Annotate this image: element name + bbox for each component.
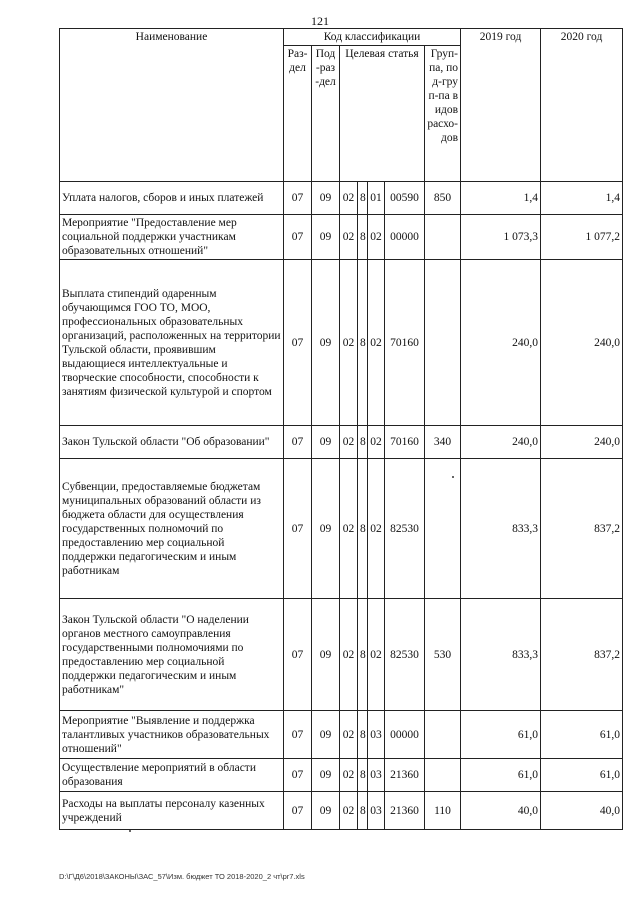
cell-d: 21360: [385, 792, 425, 830]
cell-b: 8: [358, 260, 368, 426]
header-code-group: Код классификации: [284, 29, 461, 46]
cell-c: 01: [368, 182, 385, 215]
cell-vr: 850: [425, 182, 461, 215]
header-2020: 2020 год: [541, 29, 623, 182]
cell-a: 02: [340, 711, 358, 759]
cell-rz: 07: [284, 459, 312, 599]
cell-d: 70160: [385, 426, 425, 459]
cell-name: Закон Тульской области "О наделении органов местного самоуправления государственными полномочиями по предоставлению мер социальной поддержки педагогическим и иным работникам": [60, 599, 284, 711]
table-row: [60, 215, 623, 260]
cell-v2019: 240,0: [461, 260, 541, 426]
cell-c: 02: [368, 599, 385, 711]
cell-name: Уплата налогов, сборов и иных платежей: [60, 182, 284, 215]
scan-speck: [452, 476, 454, 478]
cell-v2019: 1,4: [461, 182, 541, 215]
cell-c: 02: [368, 426, 385, 459]
cell-c: 03: [368, 759, 385, 792]
cell-rz: 07: [284, 711, 312, 759]
cell-v2020: 240,0: [541, 260, 623, 426]
cell-pr: 09: [312, 599, 340, 711]
cell-v2019: 61,0: [461, 759, 541, 792]
cell-vr: [425, 459, 461, 599]
cell-v2020: 837,2: [541, 459, 623, 599]
cell-d: 00000: [385, 215, 425, 260]
cell-d: 82530: [385, 459, 425, 599]
cell-rz: 07: [284, 215, 312, 260]
cell-vr: 110: [425, 792, 461, 830]
cell-a: 02: [340, 260, 358, 426]
cell-a: 02: [340, 182, 358, 215]
cell-name: Осуществление мероприятий в области образования: [60, 759, 284, 792]
cell-v2020: 1 077,2: [541, 215, 623, 260]
cell-rz: 07: [284, 182, 312, 215]
cell-b: 8: [358, 182, 368, 215]
cell-b: 8: [358, 759, 368, 792]
cell-vr: 530: [425, 599, 461, 711]
cell-v2020: 837,2: [541, 599, 623, 711]
cell-name: Закон Тульской области "Об образовании": [60, 426, 284, 459]
cell-v2019: 833,3: [461, 459, 541, 599]
cell-c: 02: [368, 459, 385, 599]
cell-vr: [425, 759, 461, 792]
cell-a: 02: [340, 792, 358, 830]
header-group: Груп-па, под-груп-па видов расхо-дов: [425, 46, 461, 182]
cell-c: 03: [368, 711, 385, 759]
header-subsection: Под-раз-дел: [312, 46, 340, 182]
table-row: [60, 182, 623, 215]
cell-v2020: 1,4: [541, 182, 623, 215]
cell-c: 03: [368, 792, 385, 830]
table-row: [60, 599, 623, 711]
table-row: [60, 792, 623, 830]
cell-a: 02: [340, 426, 358, 459]
header-target: Целевая статья: [340, 46, 425, 182]
budget-table: [59, 28, 623, 830]
cell-v2019: 61,0: [461, 711, 541, 759]
cell-pr: 09: [312, 215, 340, 260]
cell-name: Расходы на выплаты персоналу казенных учреждений: [60, 792, 284, 830]
cell-b: 8: [358, 599, 368, 711]
cell-pr: 09: [312, 711, 340, 759]
cell-b: 8: [358, 426, 368, 459]
cell-pr: 09: [312, 182, 340, 215]
table-row: [60, 260, 623, 426]
page-number: 121: [311, 14, 329, 28]
cell-c: 02: [368, 215, 385, 260]
cell-name: Выплата стипендий одаренным обучающимся ГОО ТО, МОО, профессиональных образовательных организаций, расположенных на территории Тульской области, проявившим выдающиеся интеллектуальные и творческие способности, способности к занятиям физической культурой и спортом: [60, 260, 284, 426]
cell-rz: 07: [284, 759, 312, 792]
cell-v2020: 61,0: [541, 759, 623, 792]
table-row: [60, 711, 623, 759]
cell-rz: 07: [284, 426, 312, 459]
cell-name: Мероприятие "Выявление и поддержка талантливых участников образовательных отношений": [60, 711, 284, 759]
table-row: [60, 426, 623, 459]
cell-pr: 09: [312, 792, 340, 830]
cell-vr: [425, 711, 461, 759]
cell-a: 02: [340, 759, 358, 792]
cell-v2020: 61,0: [541, 711, 623, 759]
cell-d: 00590: [385, 182, 425, 215]
cell-a: 02: [340, 459, 358, 599]
header-section: Раз-дел: [284, 46, 312, 182]
cell-b: 8: [358, 711, 368, 759]
cell-d: 21360: [385, 759, 425, 792]
cell-v2019: 240,0: [461, 426, 541, 459]
cell-pr: 09: [312, 759, 340, 792]
cell-v2020: 240,0: [541, 426, 623, 459]
cell-d: 00000: [385, 711, 425, 759]
cell-b: 8: [358, 792, 368, 830]
cell-a: 02: [340, 599, 358, 711]
scan-speck: [129, 830, 131, 832]
cell-pr: 09: [312, 459, 340, 599]
cell-v2019: 1 073,3: [461, 215, 541, 260]
cell-vr: 340: [425, 426, 461, 459]
cell-rz: 07: [284, 260, 312, 426]
table-row: [60, 459, 623, 599]
cell-v2020: 40,0: [541, 792, 623, 830]
cell-rz: 07: [284, 599, 312, 711]
cell-d: 70160: [385, 260, 425, 426]
table-row: [60, 759, 623, 792]
cell-rz: 07: [284, 792, 312, 830]
cell-vr: [425, 215, 461, 260]
file-path-footer: D:\Г\Д6\2018\ЗАКОНЫ\ЗАС_57\Изм. бюджет ТО 2018-2020_2 чт\pr7.xls: [59, 872, 305, 881]
cell-b: 8: [358, 459, 368, 599]
cell-pr: 09: [312, 260, 340, 426]
cell-c: 02: [368, 260, 385, 426]
cell-name: Мероприятие "Предоставление мер социальной поддержки участникам образовательных отношений": [60, 215, 284, 260]
cell-vr: [425, 260, 461, 426]
cell-name: Субвенции, предоставляемые бюджетам муниципальных образований области из бюджета области для осуществления государственных полномочий по предоставлению мер социальной поддержки педагогическим и иным работникам: [60, 459, 284, 599]
cell-d: 82530: [385, 599, 425, 711]
header-name: Наименование: [60, 29, 284, 182]
cell-a: 02: [340, 215, 358, 260]
cell-v2019: 40,0: [461, 792, 541, 830]
header-2019: 2019 год: [461, 29, 541, 182]
cell-pr: 09: [312, 426, 340, 459]
cell-b: 8: [358, 215, 368, 260]
cell-v2019: 833,3: [461, 599, 541, 711]
